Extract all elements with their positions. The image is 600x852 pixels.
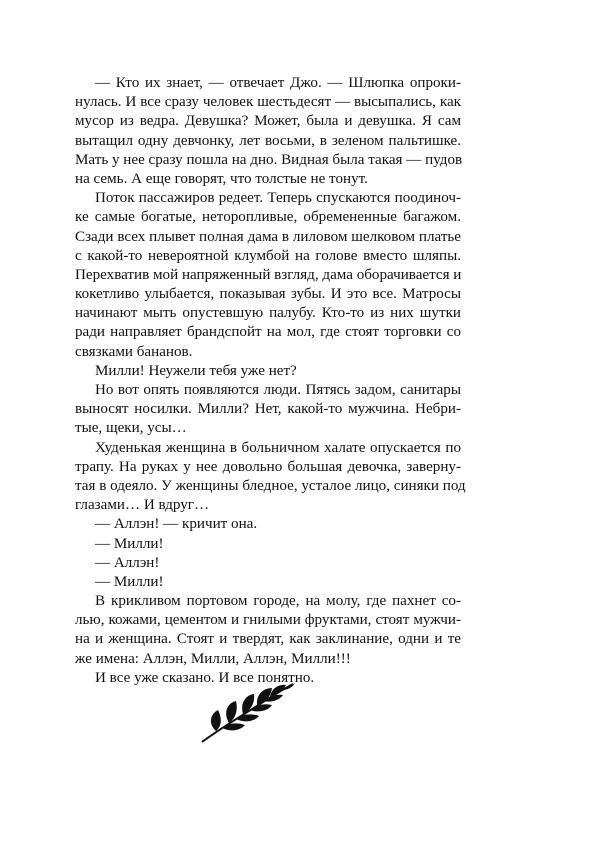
text-line: Худенькая женщина в больничном халате опускается по <box>95 439 461 456</box>
text-line: — Милли! <box>95 573 164 590</box>
paragraph <box>75 573 461 592</box>
text-line: — Милли! <box>95 535 164 552</box>
text-line: тые, щеки, усы… <box>75 420 187 437</box>
text-line: лью, кожами, цементом и гнилыми фруктами, стоят мужчи- <box>75 612 461 629</box>
paragraph <box>75 74 461 189</box>
text-line: вытащил одну девчонку, лет восьми, в зеленом пальтишке. <box>75 132 461 149</box>
paragraph <box>75 439 466 516</box>
text-line: Сзади всех плывет полная дама в лиловом шелковом платье <box>75 228 461 245</box>
text-line: трапу. На руках у нее довольно большая девочка, заверну- <box>75 458 461 475</box>
text-line: Перехватив мой напряженный взгляд, дама оборачивается и <box>75 266 462 283</box>
paragraph <box>75 592 461 669</box>
text-line: глазами… И вдруг… <box>75 497 210 514</box>
text-line: мусор из ведра. Девушка? Может, была и девушка. Я сам <box>75 113 461 130</box>
text-line: В крикливом портовом городе, на молу, где пахнет со- <box>95 593 461 610</box>
text-line: начинают мыть опустевшую палубу. Кто-то из них шутки <box>75 305 461 322</box>
text-line: ради направляет брандспойт на мол, где стоят торговки со <box>75 324 461 341</box>
paragraph <box>75 554 461 573</box>
text-line: Но вот опять появляются люди. Пятясь задом, санитары <box>95 382 461 398</box>
text-line: нулась. И все сразу человек шестьдесят — высыпались, как <box>75 94 461 111</box>
text-line: ке самые богатые, неторопливые, обремененные багажом. <box>75 209 461 226</box>
laurel-branch-icon <box>198 680 298 746</box>
paragraph <box>75 362 461 381</box>
text-line: с какой-то невероятной клумбой на голове вместо шляпы. <box>75 247 461 264</box>
text-line: Мать у нее сразу пошла на дно. Видная была такая — пудов <box>75 151 463 168</box>
text-line: на и женщина. Стоят и твердят, как заклинание, одни и те <box>75 631 461 648</box>
text-line: кокетливо улыбается, показывая зубы. И это все. Матросы <box>75 286 461 303</box>
text-line: Поток пассажиров редеет. Теперь спускаются поодиноч- <box>95 190 461 207</box>
text-line: на семь. А еще говорят, что толстые не тонут. <box>75 170 368 187</box>
text-line: И все уже сказано. И все понятно. <box>95 669 315 686</box>
text-line: Милли! Неужели тебя уже нет? <box>95 362 297 379</box>
text-line: же имена: Аллэн, Милли, Аллэн, Милли!!! <box>75 650 351 667</box>
text-line: выносят носилки. Милли? Нет, какой-то мужчина. Небри- <box>75 401 461 418</box>
text-line: связками бананов. <box>75 343 193 360</box>
text-line: тая в одеяло. У женщины бледное, усталое лицо, синяки под <box>75 477 466 494</box>
paragraph <box>75 381 461 439</box>
paragraph <box>75 535 461 554</box>
text-line: — Кто их знает, — отвечает Джо. — Шлюпка опроки- <box>95 75 461 91</box>
text-line: — Аллэн! — кричит она. <box>95 516 258 533</box>
paragraph <box>75 189 461 362</box>
text-line: — Аллэн! <box>95 554 160 571</box>
paragraph <box>75 515 461 534</box>
page-text <box>75 74 466 688</box>
